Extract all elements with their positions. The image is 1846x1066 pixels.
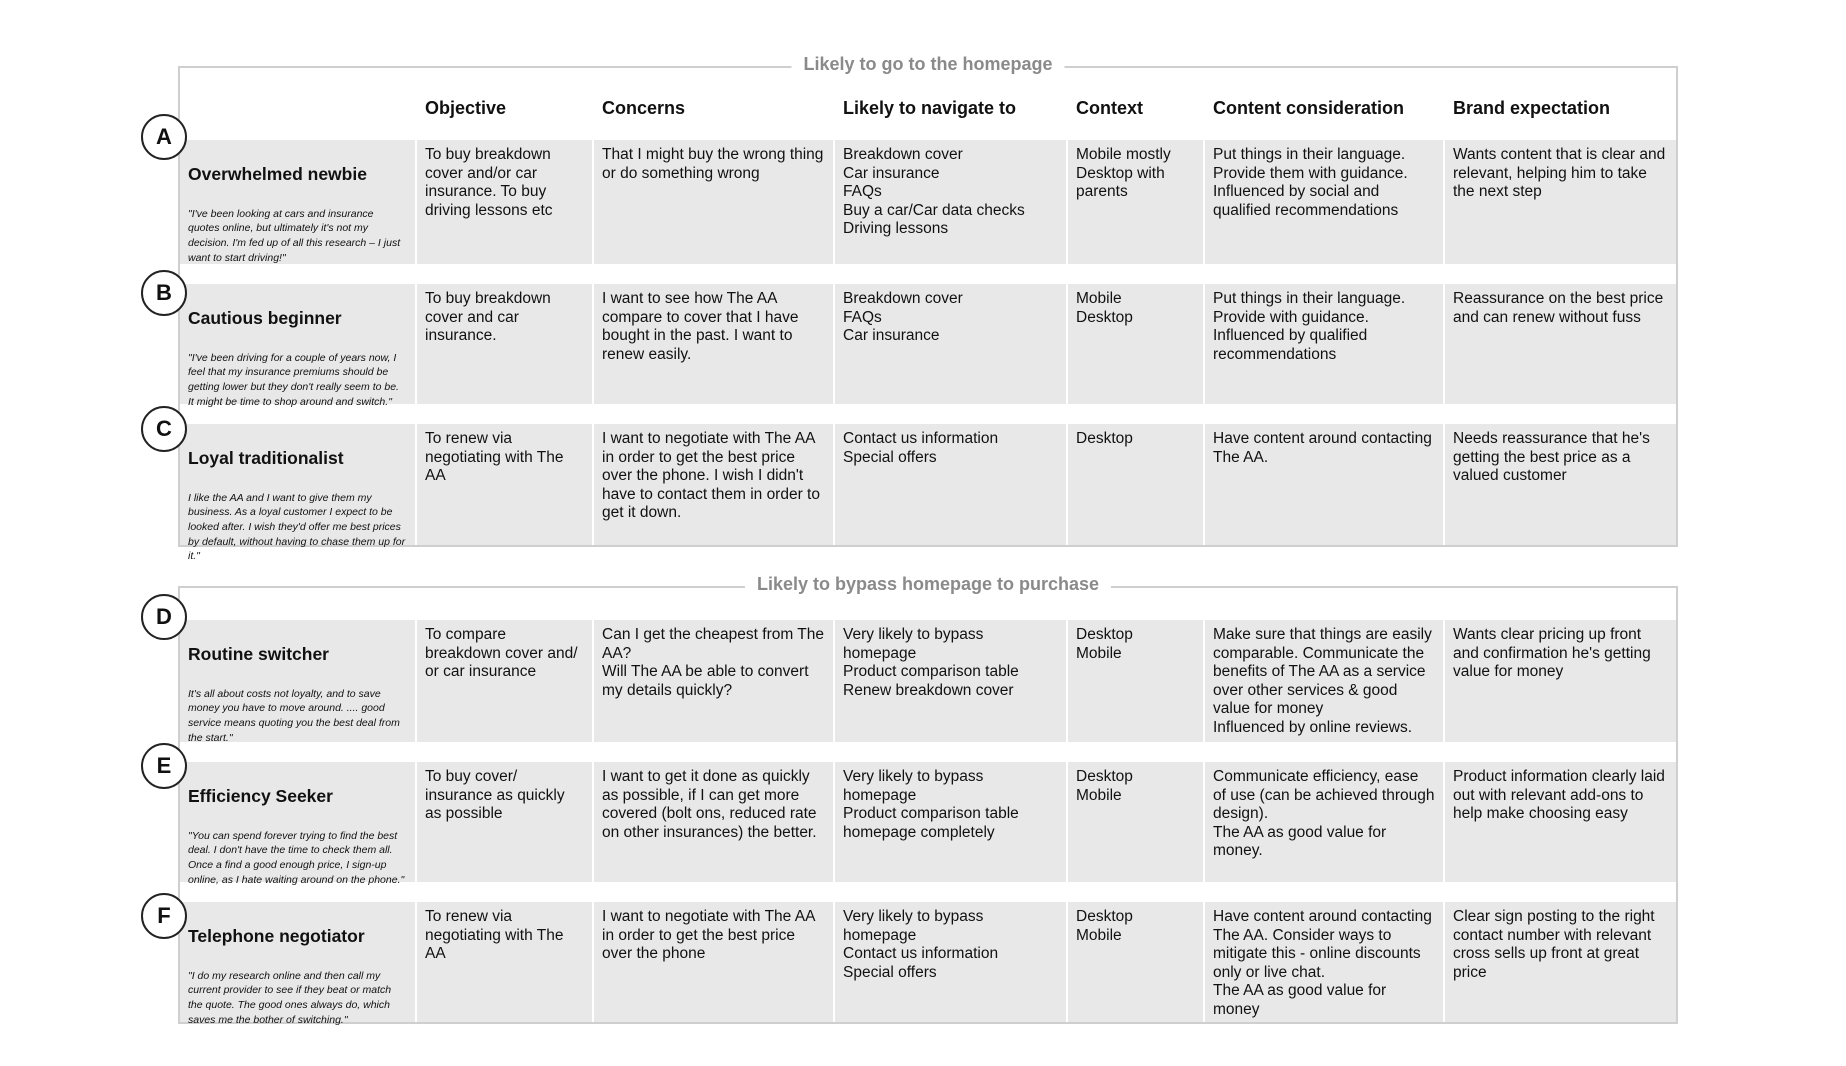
brand-cell: Needs reassurance that he's getting the best price as a valued customer: [1443, 424, 1678, 545]
navigate-cell: Very likely to bypass homepage Product comparison table homepage completely: [833, 762, 1066, 882]
persona-badge-c: C: [141, 406, 187, 452]
concerns-cell: That I might buy the wrong thing or do something wrong: [592, 140, 833, 264]
objective-cell: To buy cover/ insurance as quickly as possible: [415, 762, 592, 882]
brand-cell: Product information clearly laid out with relevant add-ons to help make choosing easy: [1443, 762, 1678, 882]
concerns-cell: I want to get it done as quickly as possible, if I can get more covered (bolt ons, reduced rate on other insurances) the better.: [592, 762, 833, 882]
brand-cell: Clear sign posting to the right contact number with relevant cross sells up front at great price: [1443, 902, 1678, 1022]
objective-cell: To buy breakdown cover and/or car insurance. To buy driving lessons etc: [415, 140, 592, 264]
concerns-cell: I want to negotiate with The AA in order to get the best price over the phone. I wish I didn't have to contact them in order to get it down.: [592, 424, 833, 545]
persona-badge-f: F: [141, 893, 187, 939]
persona-quote: "You can spend forever trying to find the best deal. I don't have the time to check them all. Once a find a good enough price, I sign-up online, as I hate waiting around on the phone.": [188, 829, 405, 886]
header-content: Content consideration: [1213, 98, 1405, 118]
content-cell: Make sure that things are easily comparable. Communicate the benefits of The AA as a service over other services & good value for money Influenced by online reviews.: [1203, 620, 1443, 742]
header-context: Context: [1076, 98, 1143, 118]
header-navigate: Likely to navigate to: [843, 98, 1017, 118]
persona-badge-e: E: [141, 743, 187, 789]
header-objective: Objective: [425, 98, 507, 118]
navigate-cell: Very likely to bypass homepage Contact us information Special offers: [833, 902, 1066, 1022]
persona-name: Cautious beginner: [188, 307, 342, 328]
persona-name: Loyal traditionalist: [188, 447, 344, 468]
objective-cell: To renew via negotiating with The AA: [415, 424, 592, 545]
concerns-cell: I want to negotiate with The AA in order to get the best price over the phone: [592, 902, 833, 1022]
content-cell: Put things in their language. Provide with guidance. Influenced by qualified recommendations: [1203, 284, 1443, 404]
header-concerns: Concerns: [602, 98, 686, 118]
section-title: Likely to go to the homepage: [791, 54, 1064, 75]
brand-cell: Wants clear pricing up front and confirmation he's getting value for money: [1443, 620, 1678, 742]
persona-cell: [180, 424, 415, 563]
content-cell: Have content around contacting The AA.: [1203, 424, 1443, 545]
persona-name: Routine switcher: [188, 643, 329, 664]
objective-cell: To compare breakdown cover and/ or car insurance: [415, 620, 592, 742]
navigate-cell: Breakdown cover Car insurance FAQs Buy a car/Car data checks Driving lessons: [833, 140, 1066, 264]
persona-name: Efficiency Seeker: [188, 785, 333, 806]
concerns-cell: Can I get the cheapest from The AA? Will The AA be able to convert my details quickly?: [592, 620, 833, 742]
brand-cell: Reassurance on the best price and can renew without fuss: [1443, 284, 1678, 404]
context-cell: Mobile mostly Desktop with parents: [1066, 140, 1203, 264]
persona-cell: [180, 140, 415, 264]
persona-row-e: [180, 762, 1676, 886]
content-cell: Put things in their language. Provide them with guidance. Influenced by social and qualified recommendations: [1203, 140, 1443, 264]
persona-badge-b: B: [141, 270, 187, 316]
persona-name: Telephone negotiator: [188, 925, 365, 946]
persona-cell: [180, 284, 415, 408]
persona-badge-a: A: [141, 114, 187, 160]
column-header-row: [180, 98, 1676, 134]
section-title: Likely to bypass homepage to purchase: [745, 574, 1111, 595]
persona-cell: [180, 762, 415, 886]
context-cell: Desktop Mobile: [1066, 762, 1203, 882]
persona-quote: "I've been driving for a couple of years now, I feel that my insurance premiums should be getting lower but they don't really seem to be. It might be time to shop around and switch.": [188, 351, 399, 408]
navigate-cell: Breakdown cover FAQs Car insurance: [833, 284, 1066, 404]
context-cell: Desktop Mobile: [1066, 902, 1203, 1022]
persona-name: Overwhelmed newbie: [188, 163, 367, 184]
navigate-cell: Contact us information Special offers: [833, 424, 1066, 545]
context-cell: Mobile Desktop: [1066, 284, 1203, 404]
objective-cell: To renew via negotiating with The AA: [415, 902, 592, 1022]
persona-quote: "I've been looking at cars and insurance quotes online, but ultimately it's not my decision. I'm fed up of all this research – I just want to start driving!": [188, 207, 401, 264]
persona-cell: [180, 902, 415, 1026]
homepage-section: [178, 54, 1678, 563]
bypass-section: [178, 574, 1678, 1026]
persona-quote: "I do my research online and then call my current provider to see if they beat or match the quote. The good ones always do, which saves me the bother of switching.": [188, 969, 392, 1026]
persona-row-a: [180, 140, 1676, 264]
objective-cell: To buy breakdown cover and car insurance.: [415, 284, 592, 404]
brand-cell: Wants content that is clear and relevant, helping him to take the next step: [1443, 140, 1678, 264]
content-cell: Have content around contacting The AA. Consider ways to mitigate this - online discounts only or live chat. The AA as good value for money: [1203, 902, 1443, 1022]
context-cell: Desktop: [1066, 424, 1203, 545]
persona-cell: [180, 620, 415, 742]
persona-row-f: [180, 902, 1676, 1026]
persona-quote: I like the AA and I want to give them my business. As a loyal customer I expect to be looked after. I wish they'd offer me best prices by default, without having to chase them up for it.": [188, 491, 406, 563]
header-brand: Brand expectation: [1453, 98, 1611, 118]
persona-row-d: [180, 620, 1676, 742]
persona-quote: It's all about costs not loyalty, and to save money you have to move around. .... good service means quoting you the best deal from the start.": [188, 687, 400, 744]
persona-row-b: [180, 284, 1676, 408]
persona-row-c: [180, 424, 1676, 563]
navigate-cell: Very likely to bypass homepage Product comparison table Renew breakdown cover: [833, 620, 1066, 742]
content-cell: Communicate efficiency, ease of use (can be achieved through design). The AA as good value for money.: [1203, 762, 1443, 882]
context-cell: Desktop Mobile: [1066, 620, 1203, 742]
persona-badge-d: D: [141, 594, 187, 640]
concerns-cell: I want to see how The AA compare to cover that I have bought in the past. I want to renew easily.: [592, 284, 833, 404]
